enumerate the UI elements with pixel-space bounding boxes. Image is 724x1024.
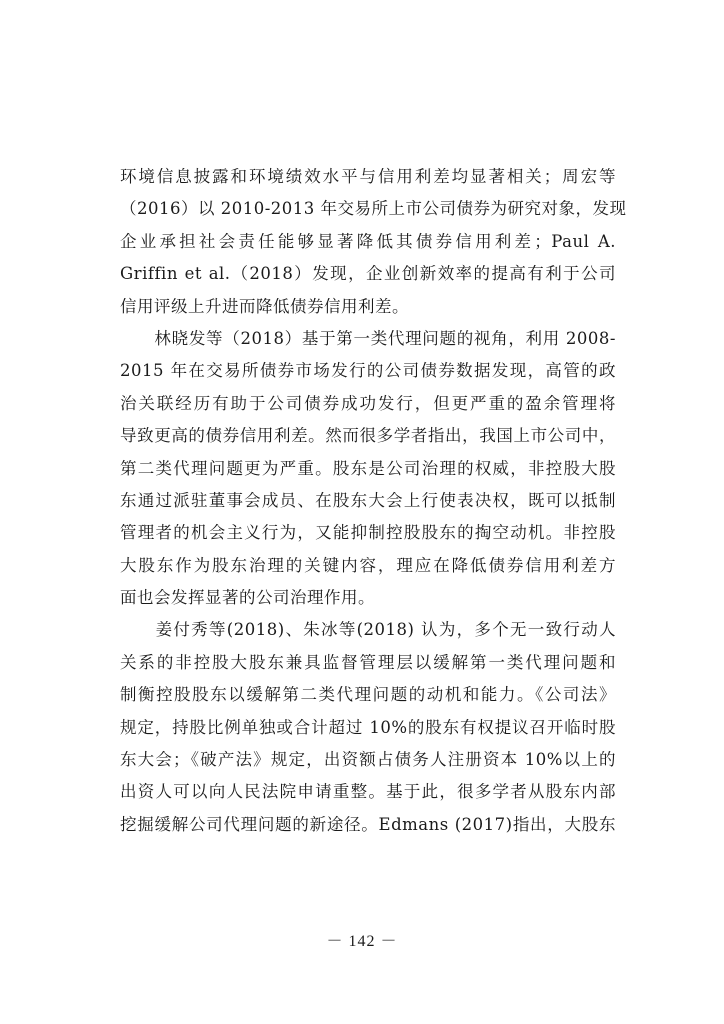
text-line: 面也会发挥显著的公司治理作用。 bbox=[120, 588, 375, 608]
text-line: 企业承担社会责任能够显著降低其债券信用利差；Paul A. bbox=[120, 231, 616, 251]
page-number: － 142 － bbox=[326, 933, 398, 950]
text-line: 导致更高的债券信用利差。然而很多学者指出，我国上市公司中， bbox=[120, 426, 616, 446]
text-line: 大股东作为股东治理的关键内容，理应在降低债券信用利差方 bbox=[120, 555, 616, 575]
text-line: 挖掘缓解公司代理问题的新途径。Edmans (2017)指出，大股东 bbox=[120, 814, 616, 834]
text-line: 关系的非控股大股东兼具监督管理层以缓解第一类代理问题和 bbox=[120, 652, 616, 672]
text-line: 规定，持股比例单独或合计超过 10%的股东有权提议召开临时股 bbox=[120, 717, 616, 737]
text-line: 第二类代理问题更为严重。股东是公司治理的权威，非控股大股 bbox=[120, 458, 616, 478]
text-line: 治关联经历有助于公司债券成功发行，但更严重的盈余管理将 bbox=[120, 393, 616, 413]
text-line: Griffin et al.（2018）发现，企业创新效率的提高有利于公司 bbox=[120, 264, 616, 284]
text-line: 2015 年在交易所债券市场发行的公司债券数据发现，高管的政 bbox=[120, 361, 616, 381]
text-line: 环境信息披露和环境绩效水平与信用利差均显著相关；周宏等 bbox=[120, 167, 616, 186]
text-line: 姜付秀等(2018)、朱冰等(2018) 认为，多个无一致行动人 bbox=[120, 620, 616, 640]
text-line: （2016）以 2010-2013 年交易所上市公司债券为研究对象，发现 bbox=[120, 199, 627, 219]
text-line: 东大会；《破产法》规定，出资额占债务人注册资本 10%以上的 bbox=[120, 750, 616, 770]
text-line: 出资人可以向人民法院申请重整。基于此，很多学者从股东内部 bbox=[120, 782, 616, 802]
text-line: 东通过派驻董事会成员、在股东大会上行使表决权，既可以抵制 bbox=[120, 490, 616, 510]
text-line: 管理者的机会主义行为，又能抑制控股股东的掏空动机。非控股 bbox=[120, 523, 616, 543]
text-line: 信用评级上升进而降低债券信用利差。 bbox=[120, 296, 409, 316]
text-line: 林晓发等（2018）基于第一类代理问题的视角，利用 2008- bbox=[120, 328, 616, 348]
text-line: 制衡控股股东以缓解第二类代理问题的动机和能力。《公司法》 bbox=[120, 685, 616, 705]
body-text bbox=[120, 161, 627, 841]
